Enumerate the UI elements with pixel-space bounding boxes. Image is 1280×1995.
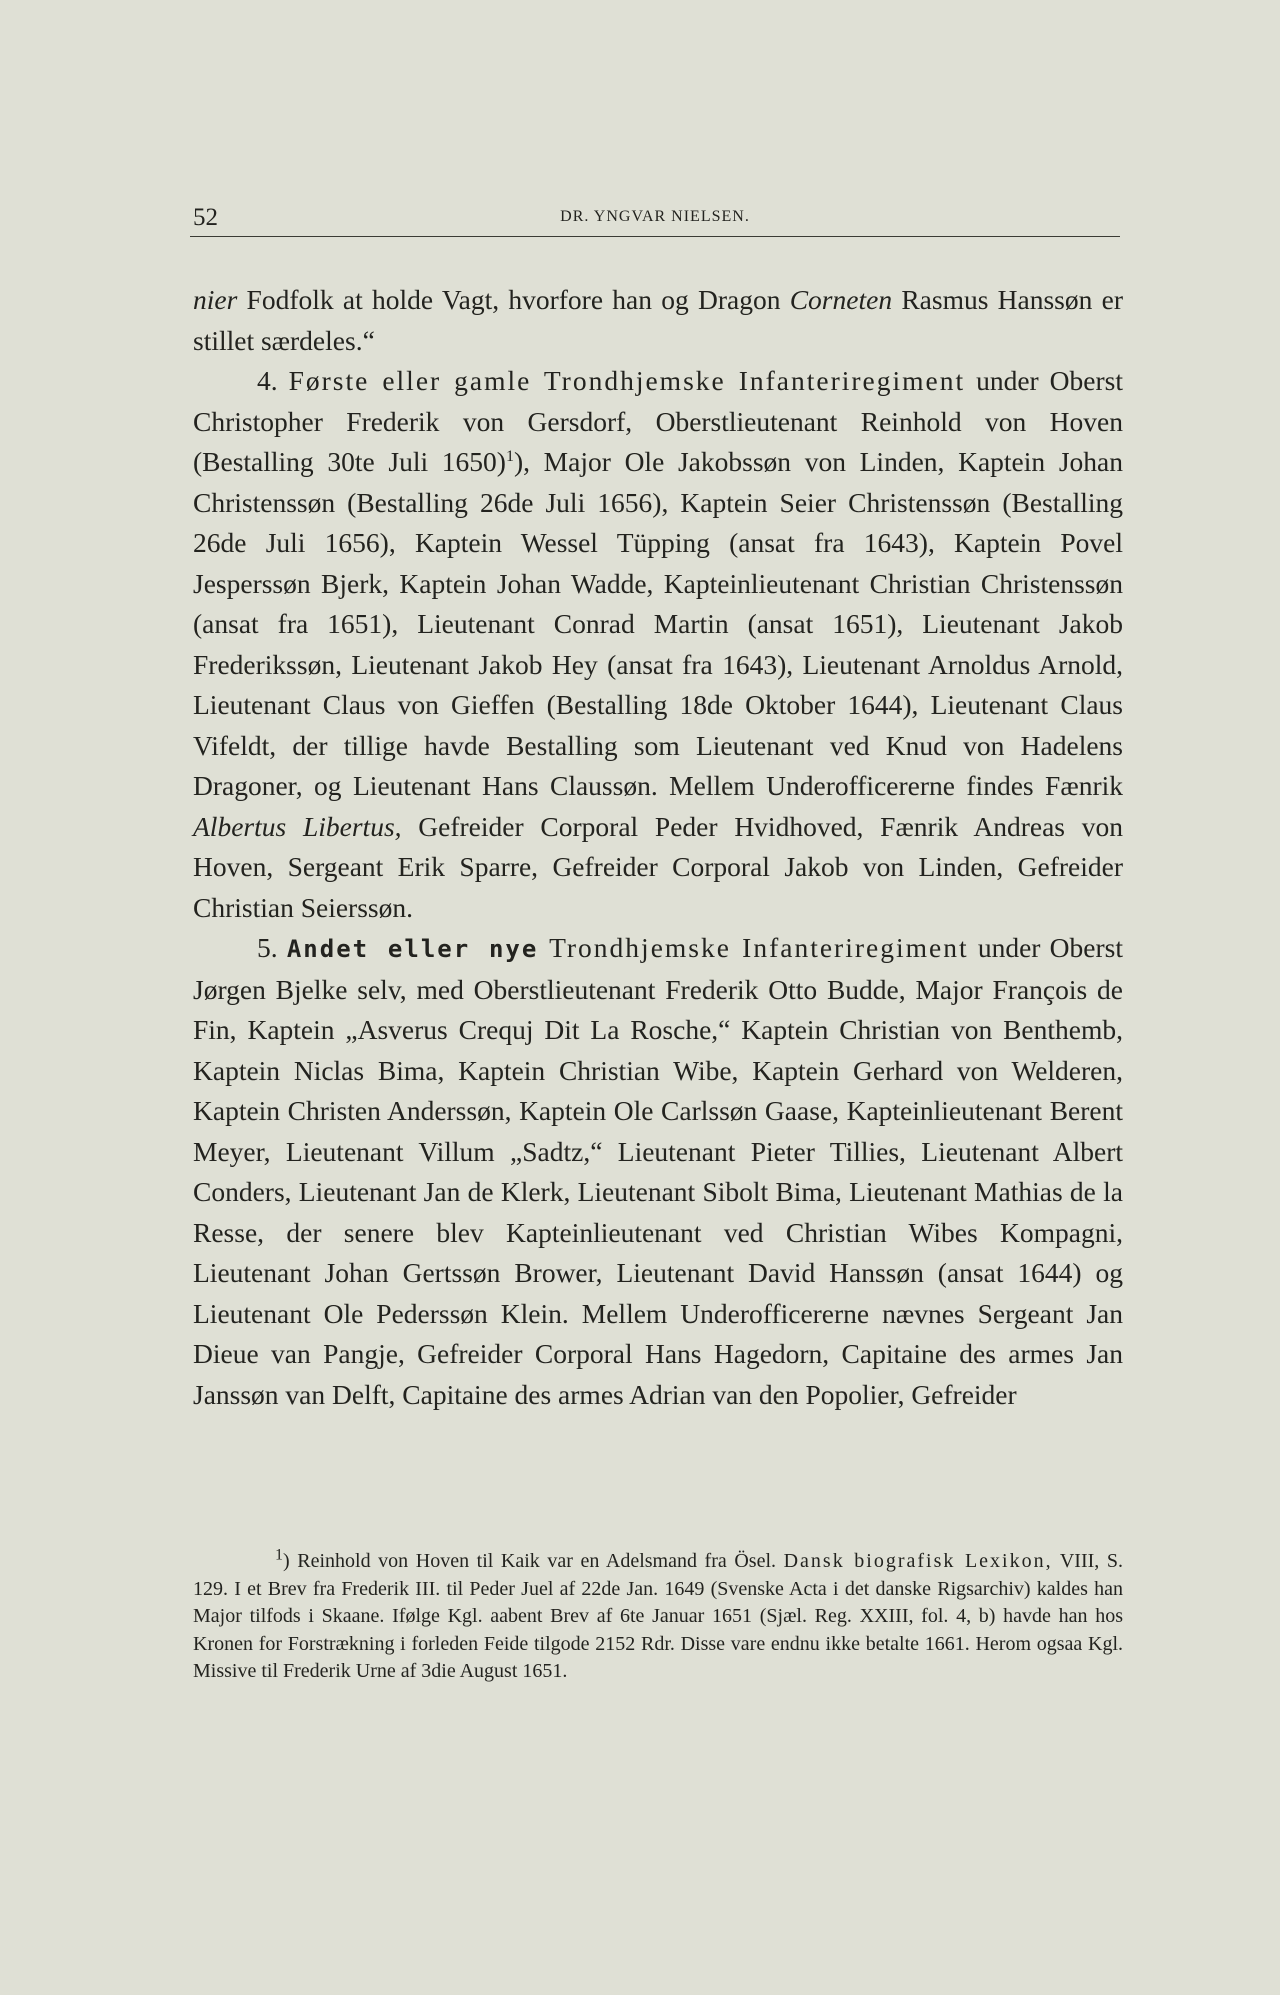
running-head: DR. YNGVAR NIELSEN. <box>560 208 750 225</box>
italic-text: nier <box>193 284 238 315</box>
text-run: ) Reinhold von Hoven til Kaik var en Adelsmand fra Ösel. <box>283 1550 784 1572</box>
text-run: under Oberst Jørgen Bjelke selv, med Oberstlieutenant Frederik Otto Budde, Major François de Fin, Kaptein „Asverus Crequj Dit La Rosche,“ Kaptein Christian von Benthemb, Kaptein Niclas Bima, Kaptein Christian Wibe, Kaptein Gerhard von Welderen, Kaptein Christen Anderssøn, Kaptein Ole Carlssøn Gaase, Kapteinlieutenant Berent Meyer, Lieutenant Villum „Sadtz,“ Lieutenant Pieter Tillies, Lieutenant Albert Conders, Lieutenant Jan de Klerk, Lieutenant Sibolt Bima, Lieutenant Mathias de la Resse, der senere blev Kapteinlieutenant ved Christian Wibes Kompagni, Lieutenant Johan Gertssøn Brower, Lieutenant David Hanssøn (ansat 1644) og Lieutenant Ole Pederssøn Klein. Mellem Underofficererne nævnes Sergeant Jan Dieue van Pangje, Gefreider Corporal Hans Hagedorn, Capitaine des armes Jan Janssøn van Delft, Capitaine des armes Adrian van den Popolier, Gefreider <box>193 932 1123 1410</box>
page-header <box>190 202 1120 237</box>
paragraph-continued <box>193 280 1123 361</box>
regiment-heading: Trondhjemske Infanteriregiment <box>538 932 969 963</box>
regiment-heading: Første eller gamle Trondhjemske Infanteriregiment <box>288 365 966 396</box>
text-run: Rasmus Hanssøn er stillet særdeles.“ <box>193 284 1123 356</box>
footnote <box>193 1548 1123 1686</box>
text-run: Gefreider Corporal Peder Hvidhoved, Fænrik Andreas von Hoven, Sergeant Erik Sparre, Gefreider Corporal Jakob von Linden, Gefreider Christian Seierssøn. <box>193 810 1124 923</box>
italic-text: Albertus Libertus, <box>193 810 402 842</box>
page-number: 52 <box>193 204 218 231</box>
regiment-heading-emphasis: Andet eller nye <box>286 935 539 963</box>
text-run: Fodfolk at holde Vagt, hvorfore han og Dragon <box>237 284 790 315</box>
text-run: ), Major Ole Jakobssøn von Linden, Kaptein Johan Christenssøn (Bestalling 26de Juli 1656), Kaptein Seier Christenssøn (Bestalling 26de Juli 1656), Kaptein Wessel Tüpping (ansat fra 1643), Kaptein Povel Jesperssøn Bjerk, Kaptein Johan Wadde, Kapteinlieutenant Christian Christenssøn (ansat fra 1651), Lieutenant Conrad Martin (ansat 1651), Lieutenant Jakob Frederikssøn, Lieutenant Jakob Hey (ansat fra 1643), Lieutenant Arnoldus Arnold, Lieutenant Claus von Gieffen (Bestalling 18de Oktober 1644), Lieutenant Claus Vifeldt, der tillige havde Bestalling som Lieutenant ved Knud von Hadelens Dragoner, og Lieutenant Hans Claussøn. Mellem Underofficererne findes Fænrik <box>193 446 1123 801</box>
footnotes <box>193 1548 1123 1686</box>
paragraph-regiment-4 <box>193 361 1123 928</box>
spaced-title: Dansk biografisk Lexikon, <box>783 1550 1053 1572</box>
footnote-reference: 1 <box>505 447 514 465</box>
section-number: 5. <box>257 932 287 963</box>
section-number: 4. <box>257 365 289 396</box>
footnote-marker: 1 <box>275 1546 283 1564</box>
italic-text: Corneten <box>789 284 893 315</box>
body-text <box>193 280 1123 1415</box>
text-run: under Oberst Christopher Frederik von Gersdorf, Oberstlieutenant Reinhold von Hoven (Bestalling 30te Juli 1650) <box>193 365 1123 477</box>
text-run: VIII, S. 129. I et Brev fra Frederik III. til Peder Juel af 22de Jan. 1649 (Svenske Acta i det danske Rigsarchiv) kaldes han Major tilfods i Skaane. Ifølge Kgl. aabent Brev af 6te Januar 1651 (Sjæl. Reg. XXIII, fol. 4, b) havde han hos Kronen for Forstrækning i forleden Feide tilgode 2152 Rdr. Disse vare endnu ikke betalte 1661. Herom ogsaa Kgl. Missive til Frederik Urne af 3die August 1651. <box>193 1550 1123 1682</box>
paragraph-regiment-5 <box>193 928 1123 1415</box>
